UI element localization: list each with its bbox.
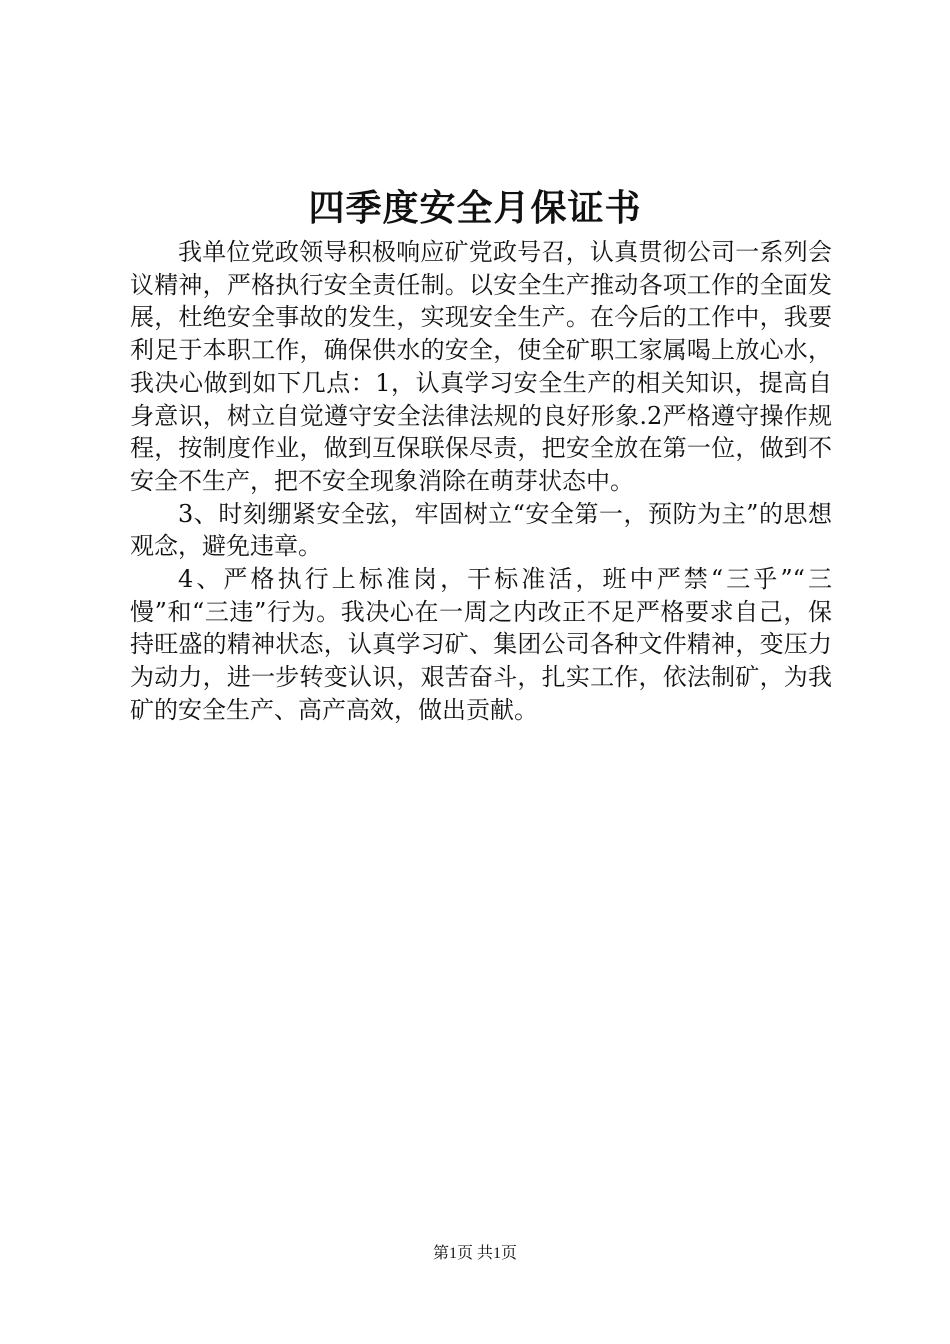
page-footer: 第1页 共1页 <box>432 1245 517 1262</box>
paragraph-1: 我单位党政领导积极响应矿党政号召，认真贯彻公司一系列会议精神，严格执行安全责任制。以安全生产推动各项工作的全面发展，杜绝安全事故的发生，实现安全生产。在今后的工作中，我要利足于本职工作，确保供水的安全，使全矿职工家属喝上放心水，我决心做到如下几点：1，认真学习安全生产的相关知识，提高自身意识，树立自觉遵守安全法律法规的良好形象.2严格遵守操作规程，按制度作业，做到互保联保尽责，把安全放在第一位，做到不安全不生产，把不安全现象消除在萌芽状态中。 <box>130 238 832 495</box>
paragraph-3: 4、严格执行上标准岗，干标准活，班中严禁“三乎”“三慢”和“三违”行为。我决心在一周之内改正不足严格要求自己，保持旺盛的精神状态，认真学习矿、集团公司各种文件精神，变压力为动力，进一步转变认识，艰苦奋斗，扎实工作，依法制矿，为我矿的安全生产、高产高效，做出贡献。 <box>130 565 832 724</box>
document-title: 四季度安全月保证书 <box>308 187 642 229</box>
document-body <box>130 236 832 727</box>
paragraph-2: 3、时刻绷紧安全弦，牢固树立“安全第一，预防为主”的思想观念，避免违章。 <box>130 499 832 561</box>
